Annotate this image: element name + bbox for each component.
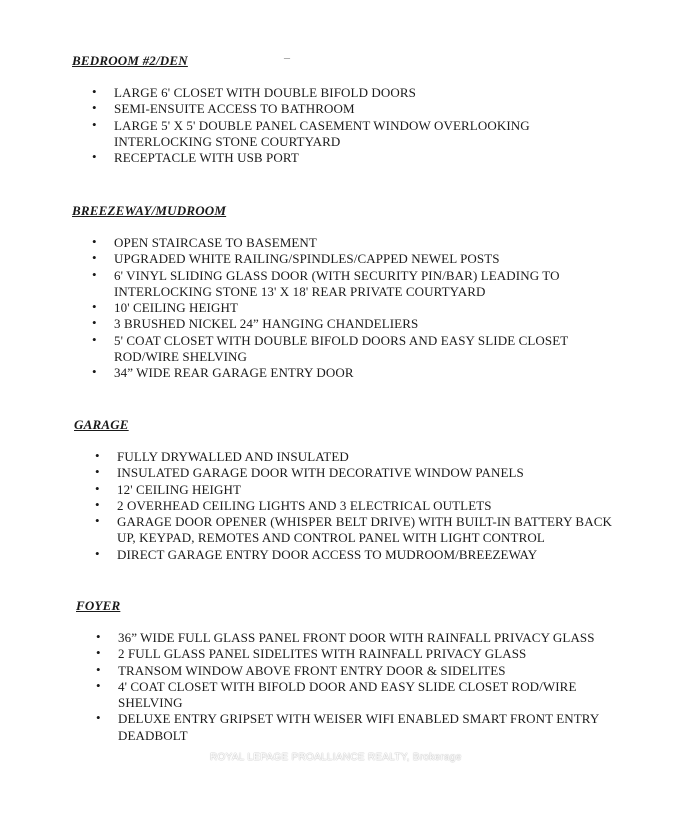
list-item: • TRANSOM WINDOW ABOVE FRONT ENTRY DOOR & SIDELITES bbox=[96, 663, 606, 679]
list-item: • INSULATED GARAGE DOOR WITH DECORATIVE WINDOW PANELS bbox=[95, 465, 615, 481]
section-bedroom-den bbox=[72, 53, 632, 166]
feature-list bbox=[95, 449, 615, 563]
list-item: • LARGE 5' X 5' DOUBLE PANEL CASEMENT WINDOW OVERLOOKING INTERLOCKING STONE COURTYARD bbox=[92, 118, 572, 151]
list-item: • FULLY DRYWALLED AND INSULATED bbox=[95, 449, 615, 465]
stray-mark: _ bbox=[284, 46, 290, 60]
list-item: • 34” WIDE REAR GARAGE ENTRY DOOR bbox=[92, 365, 570, 381]
section-heading: BEDROOM #2/DEN bbox=[72, 53, 188, 68]
brokerage-watermark: ROYAL LEPAGE PROALLIANCE REALTY, Brokerage bbox=[210, 752, 462, 763]
list-item: • 4' COAT CLOSET WITH BIFOLD DOOR AND EASY SLIDE CLOSET ROD/WIRE SHELVING bbox=[96, 679, 606, 712]
list-item: • 10' CEILING HEIGHT bbox=[92, 300, 570, 316]
list-item: • LARGE 6' CLOSET WITH DOUBLE BIFOLD DOORS bbox=[92, 85, 572, 101]
list-item: • 3 BRUSHED NICKEL 24” HANGING CHANDELIERS bbox=[92, 316, 570, 332]
list-item: • 2 OVERHEAD CEILING LIGHTS AND 3 ELECTRICAL OUTLETS bbox=[95, 498, 615, 514]
list-item: • DIRECT GARAGE ENTRY DOOR ACCESS TO MUDROOM/BREEZEWAY bbox=[95, 547, 615, 563]
list-item: • 6' VINYL SLIDING GLASS DOOR (WITH SECURITY PIN/BAR) LEADING TO INTERLOCKING STONE 13' X 18' REAR PRIVATE COURTYARD bbox=[92, 268, 570, 301]
list-item: • OPEN STAIRCASE TO BASEMENT bbox=[92, 235, 570, 251]
feature-list bbox=[96, 630, 606, 744]
list-item: • GARAGE DOOR OPENER (WHISPER BELT DRIVE) WITH BUILT-IN BATTERY BACK UP, KEYPAD, REMOTES AND CONTROL PANEL WITH LIGHT CONTROL bbox=[95, 514, 615, 547]
list-item: • 2 FULL GLASS PANEL SIDELITES WITH RAINFALL PRIVACY GLASS bbox=[96, 646, 606, 662]
section-heading: FOYER bbox=[76, 598, 121, 613]
list-item: • 36” WIDE FULL GLASS PANEL FRONT DOOR WITH RAINFALL PRIVACY GLASS bbox=[96, 630, 606, 646]
list-item: • DELUXE ENTRY GRIPSET WITH WEISER WIFI ENABLED SMART FRONT ENTRY DEADBOLT bbox=[96, 711, 606, 744]
section-heading: GARAGE bbox=[74, 417, 129, 432]
section-foyer bbox=[76, 598, 636, 744]
list-item: • SEMI-ENSUITE ACCESS TO BATHROOM bbox=[92, 101, 572, 117]
section-breezeway-mudroom bbox=[72, 203, 632, 382]
feature-list bbox=[92, 85, 572, 166]
list-item: • 12' CEILING HEIGHT bbox=[95, 482, 615, 498]
section-garage bbox=[74, 417, 654, 563]
list-item: • UPGRADED WHITE RAILING/SPINDLES/CAPPED NEWEL POSTS bbox=[92, 251, 570, 267]
section-heading: BREEZEWAY/MUDROOM bbox=[72, 203, 227, 218]
list-item: • RECEPTACLE WITH USB PORT bbox=[92, 150, 572, 166]
feature-list bbox=[92, 235, 570, 382]
list-item: • 5' COAT CLOSET WITH DOUBLE BIFOLD DOORS AND EASY SLIDE CLOSET ROD/WIRE SHELVING bbox=[92, 333, 570, 366]
